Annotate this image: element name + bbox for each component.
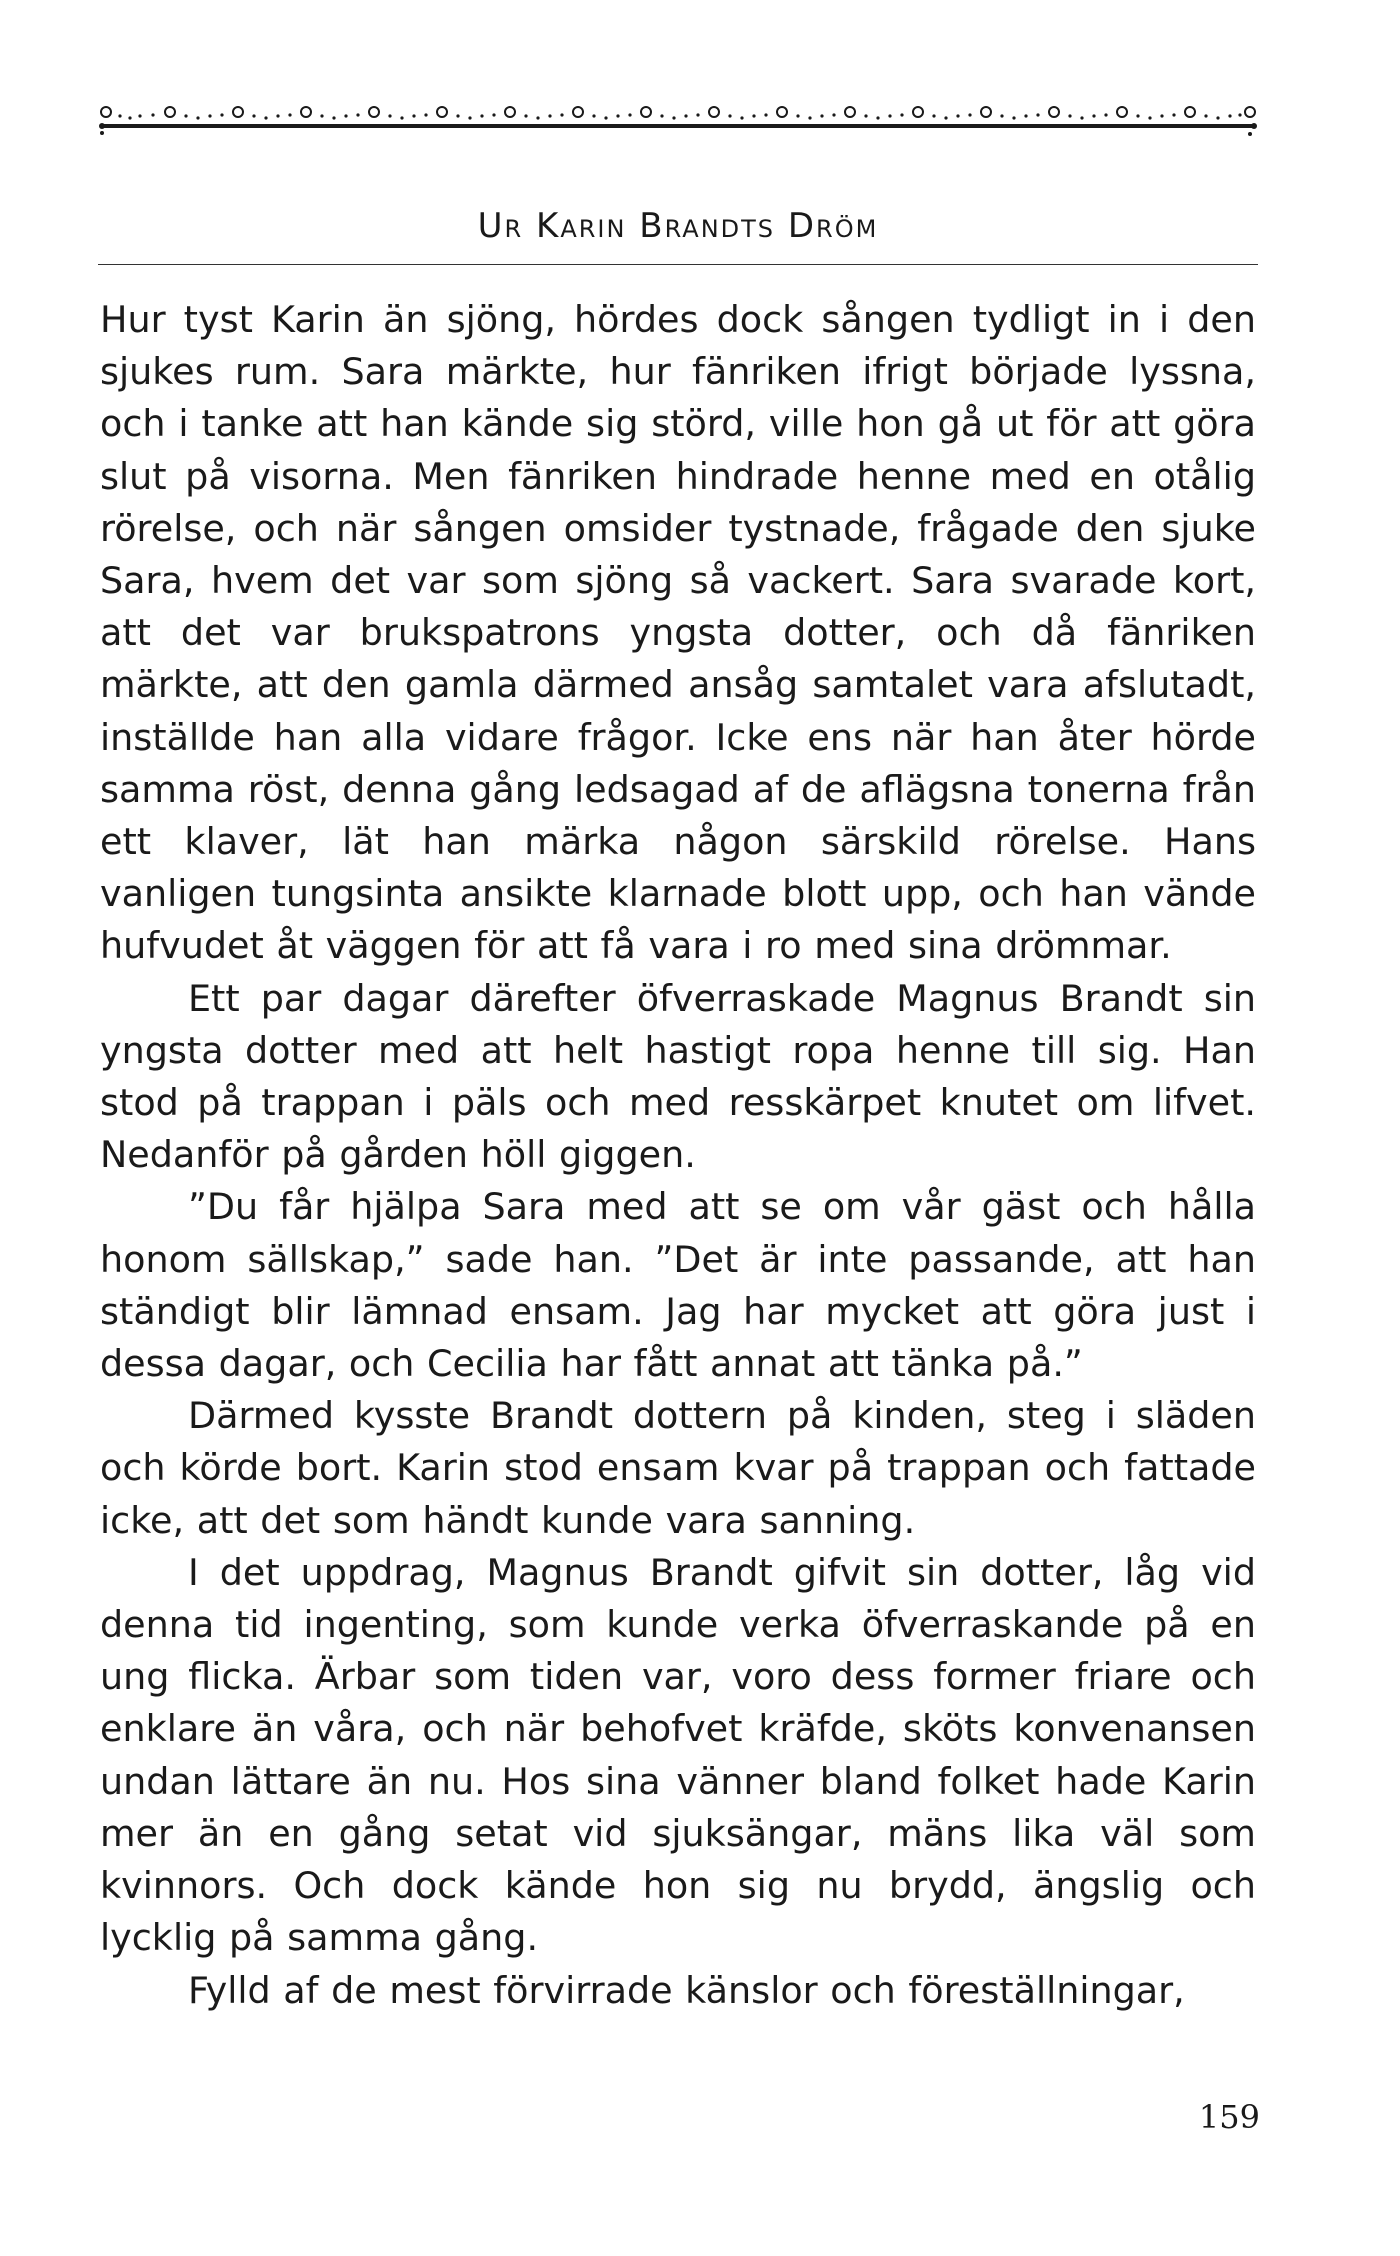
paragraph: I det uppdrag, Magnus Brandt gifvit sin dotter, låg vid denna tid ingenting, som kunde verka öfverraskande på en ung flicka. Ärbar som tiden var, voro dess former friare och enklare än våra, och när behofvet kräfde, sköts konvenansen undan lättare än nu. Hos sina vänner bland folket hade Karin mer än en gång setat vid sjuksängar, mäns lika väl som kvinnors. Och dock kände hon sig nu brydd, ängslig och lycklig på samma gång. (100, 1550, 1256, 1960)
running-head: Ur Karin Brandts Dröm (477, 206, 879, 246)
decorative-border-ornament (98, 100, 1258, 180)
body-text (100, 294, 1256, 2017)
paragraph: Ett par dagar därefter öfverraskade Magnus Brandt sin yngsta dotter med att helt hastigt ropa henne till sig. Han stod på trappan i päls och med resskärpet knutet om lifvet. Nedanför på gården höll giggen. (100, 976, 1256, 1177)
header-divider (98, 264, 1258, 265)
paragraph: Fylld af de mest förvirrade känslor och föreställningar, (188, 1968, 1185, 2012)
paragraph: Därmed kysste Brandt dottern på kinden, steg i släden och körde bort. Karin stod ensam kvar på trappan och fattade icke, att det som händt kunde vara sanning. (100, 1394, 1256, 1542)
paragraph: ”Du får hjälpa Sara med att se om vår gäst och hålla honom sällskap,” sade han. ”Det är inte passande, att han ständigt blir lämnad ensam. Jag har mycket att göra just i dessa dagar, och Cecilia har fått annat att tänka på.” (100, 1185, 1256, 1386)
page-number: 159 (1198, 2098, 1260, 2136)
paragraph: Hur tyst Karin än sjöng, hördes dock sången tydligt in i den sjukes rum. Sara märkte, hur fänriken ifrigt började lyssna, och i tanke att han kände sig störd, ville hon gå ut för att göra slut på visorna. Men fänriken hindrade henne med en otålig rörelse, och när sången omsider tystnade, frågade den sjuke Sara, hvem det var som sjöng så vackert. Sara svarade kort, att det var brukspatrons yngsta dotter, och då fänriken märkte, att den gamla därmed ansåg samtalet vara afslutadt, inställde han alla vidare frågor. Icke ens när han åter hörde samma röst, denna gång ledsagad af de aflägsna tonerna från ett klaver, lät han märka någon särskild rörelse. Hans vanligen tungsinta ansikte klarnade blott upp, och han vände hufvudet åt väggen för att få vara i ro med sina drömmar. (100, 298, 1256, 968)
